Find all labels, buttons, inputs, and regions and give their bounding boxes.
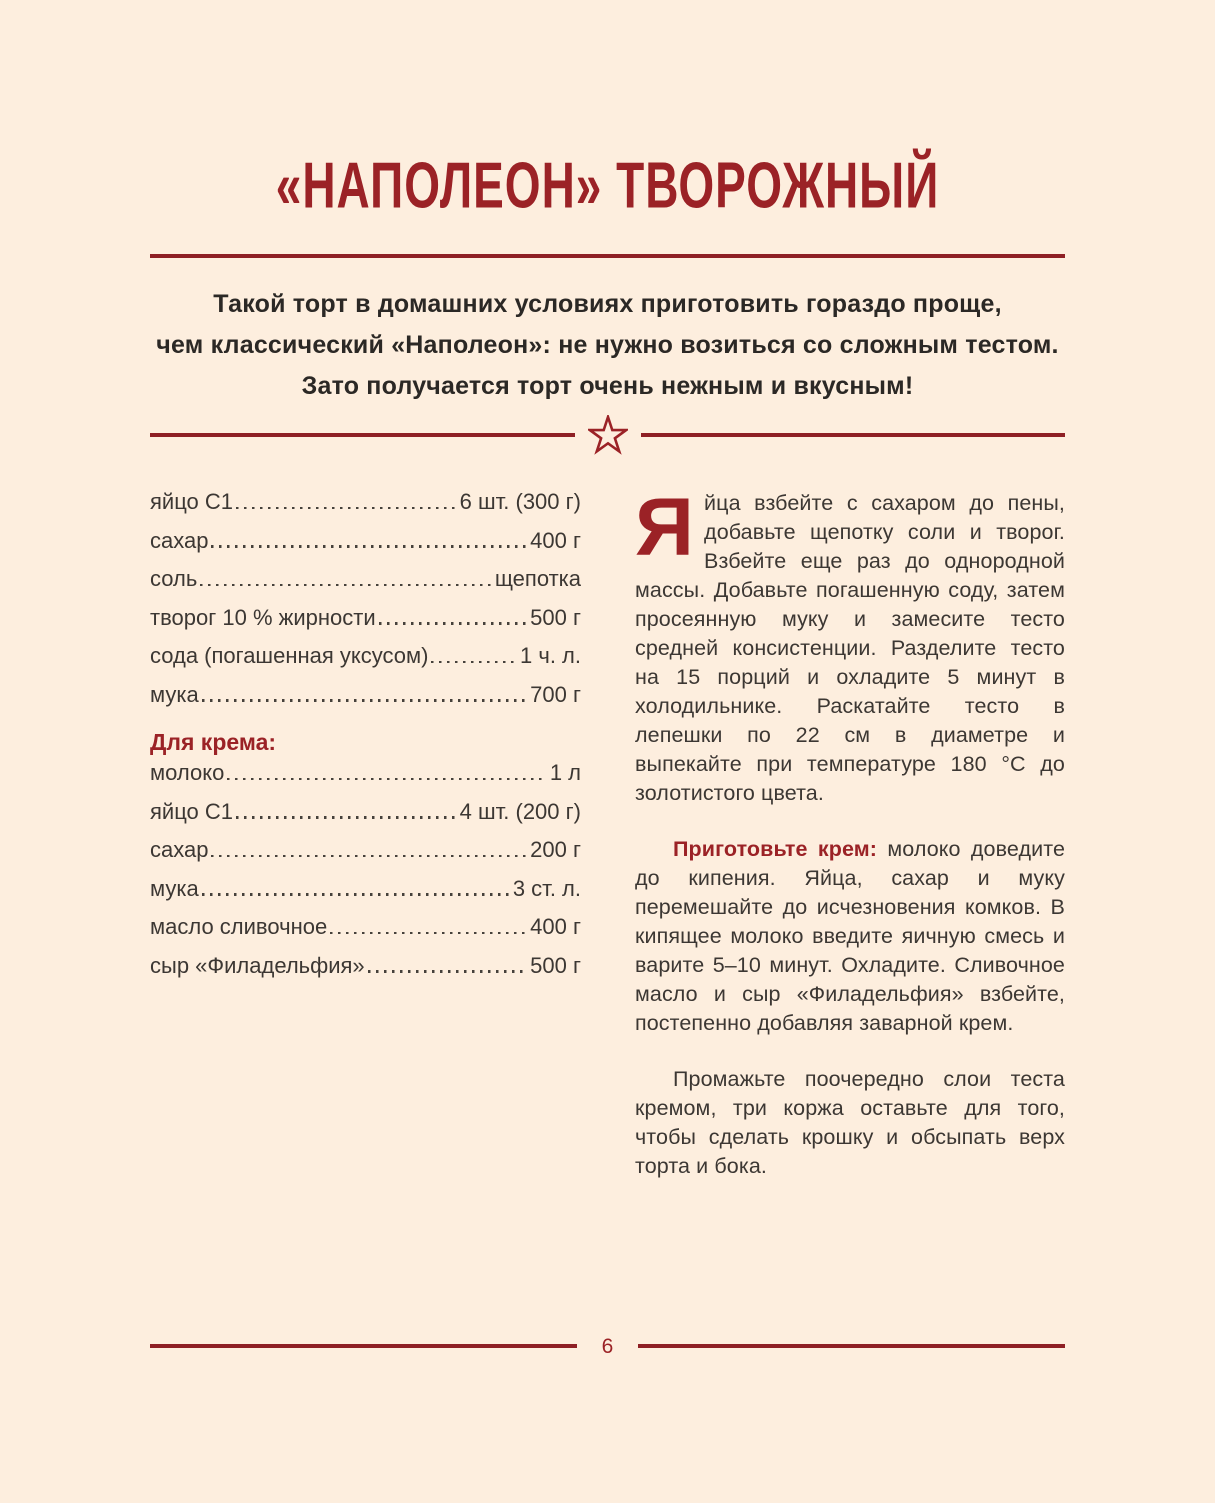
ingredient-value: 400 г — [530, 914, 581, 939]
star-divider — [150, 414, 1065, 456]
ingredient-value: 200 г — [530, 837, 581, 862]
ingredient-name: сыр «Филадельфия» — [150, 952, 365, 978]
page-number: 6 — [601, 1334, 614, 1358]
ingredient-name: молоко — [150, 760, 225, 785]
ingredient-name: яйцо С1 — [150, 489, 234, 514]
ingredient-name: масло сливочное — [150, 914, 328, 939]
intro-line: Зато получается торт очень нежным и вкусным! — [301, 372, 914, 400]
page-footer — [150, 1333, 1065, 1359]
ingredient-row — [150, 799, 581, 838]
ingredient-name: творог 10 % жирности — [150, 604, 376, 630]
ingredient-row — [150, 489, 581, 528]
instructions-paragraph-2 — [635, 835, 1065, 1038]
ingredient-row — [150, 643, 581, 682]
dotted-leader — [202, 893, 510, 896]
paragraph-text: йца взбейте с сахаром до пены, добавьте щепотку соли и творог. Взбейте еще раз до однородной массы. Добавьте погашенную соду, затем просеянную муку и замесите тесто средней консистенции. Разделите тесто на 15 порций и охладите 5 минут в холодильнике. Раскатайте тесто в лепешки по 22 см в диаметре и выпекайте при температуре 180 °C до золотистого цвета. — [635, 491, 1065, 805]
ingredient-row — [150, 528, 581, 567]
ingredient-value: 400 г — [530, 527, 581, 553]
instructions-column — [635, 482, 1065, 1181]
footer-line-left — [150, 1344, 577, 1348]
ingredient-name: сахар — [150, 527, 209, 553]
star-divider-icon — [588, 415, 628, 455]
dotted-leader — [211, 545, 527, 548]
content-columns — [150, 482, 1065, 1181]
dotted-leader — [236, 816, 457, 819]
cream-section-header: Для крема: — [150, 729, 277, 755]
dotted-leader — [431, 661, 517, 664]
title-wrap — [0, 0, 1215, 222]
dotted-leader — [227, 778, 547, 781]
dotted-leader — [368, 970, 527, 973]
ingredients-column — [150, 489, 581, 1181]
footer-line-right — [638, 1344, 1065, 1348]
paragraph-text: молоко доведите до кипения. Яйца, сахар и муку перемешайте до исчезновения комков. В кипящее молоко введите яичную смесь и варите 5–10 минут. Охладите. Сливочное масло и сыр «Филадельфия» взбейте, постепенно добавляя заварной крем. — [635, 837, 1065, 1035]
ingredient-name: соль — [150, 566, 198, 591]
ingredient-value: 1 л — [549, 760, 581, 785]
dropcap-letter: Я — [635, 482, 695, 573]
title-rule — [150, 254, 1065, 258]
dotted-leader — [200, 584, 492, 587]
ingredient-value: 500 г — [530, 604, 581, 630]
intro-line: Такой торт в домашних условиях приготовить гораздо проще, — [213, 290, 1002, 318]
dotted-leader — [236, 507, 457, 510]
ingredient-row — [150, 760, 581, 799]
ingredient-row — [150, 566, 581, 605]
ingredient-row — [150, 837, 581, 876]
intro-line: чем классический «Наполеон»: не нужно возиться со сложным тестом. — [156, 331, 1059, 359]
dotted-leader — [202, 699, 527, 702]
ingredient-value: 500 г — [530, 952, 581, 978]
ingredient-value: 4 шт. (200 г) — [459, 798, 581, 824]
dotted-leader — [211, 855, 527, 858]
instructions-paragraph-1 — [635, 482, 1065, 808]
ingredient-value: 1 ч. л. — [520, 643, 581, 668]
ingredient-row — [150, 605, 581, 644]
ingredient-value: 700 г — [530, 681, 581, 707]
paragraph-lead: Приготовьте крем: — [673, 837, 878, 861]
page-title: «НАПОЛЕОН» ТВОРОЖНЫЙ — [275, 148, 940, 222]
intro-text — [120, 284, 1095, 407]
ingredient-value: щепотка — [494, 566, 581, 591]
ingredient-row — [150, 914, 581, 953]
ingredient-value: 6 шт. (300 г) — [459, 489, 581, 514]
ingredient-name: мука — [150, 875, 199, 901]
ingredient-row — [150, 953, 581, 992]
ingredient-value: 3 ст. л. — [512, 875, 581, 901]
ingredient-name: сода (погашенная уксусом) — [150, 643, 429, 668]
paragraph-text: Промажьте поочередно слои теста кремом, три коржа оставьте для того, чтобы сделать крошку и обсыпать верх торта и бока. — [635, 1067, 1065, 1178]
instructions-paragraph-3 — [635, 1065, 1065, 1181]
divider-line-right — [641, 433, 1066, 437]
dotted-leader — [330, 932, 527, 935]
divider-line-left — [150, 433, 575, 437]
ingredient-row — [150, 682, 581, 721]
ingredient-name: яйцо С1 — [150, 798, 234, 824]
ingredient-name: сахар — [150, 837, 209, 862]
ingredient-name: мука — [150, 681, 199, 707]
dotted-leader — [379, 622, 528, 625]
ingredient-row — [150, 876, 581, 915]
